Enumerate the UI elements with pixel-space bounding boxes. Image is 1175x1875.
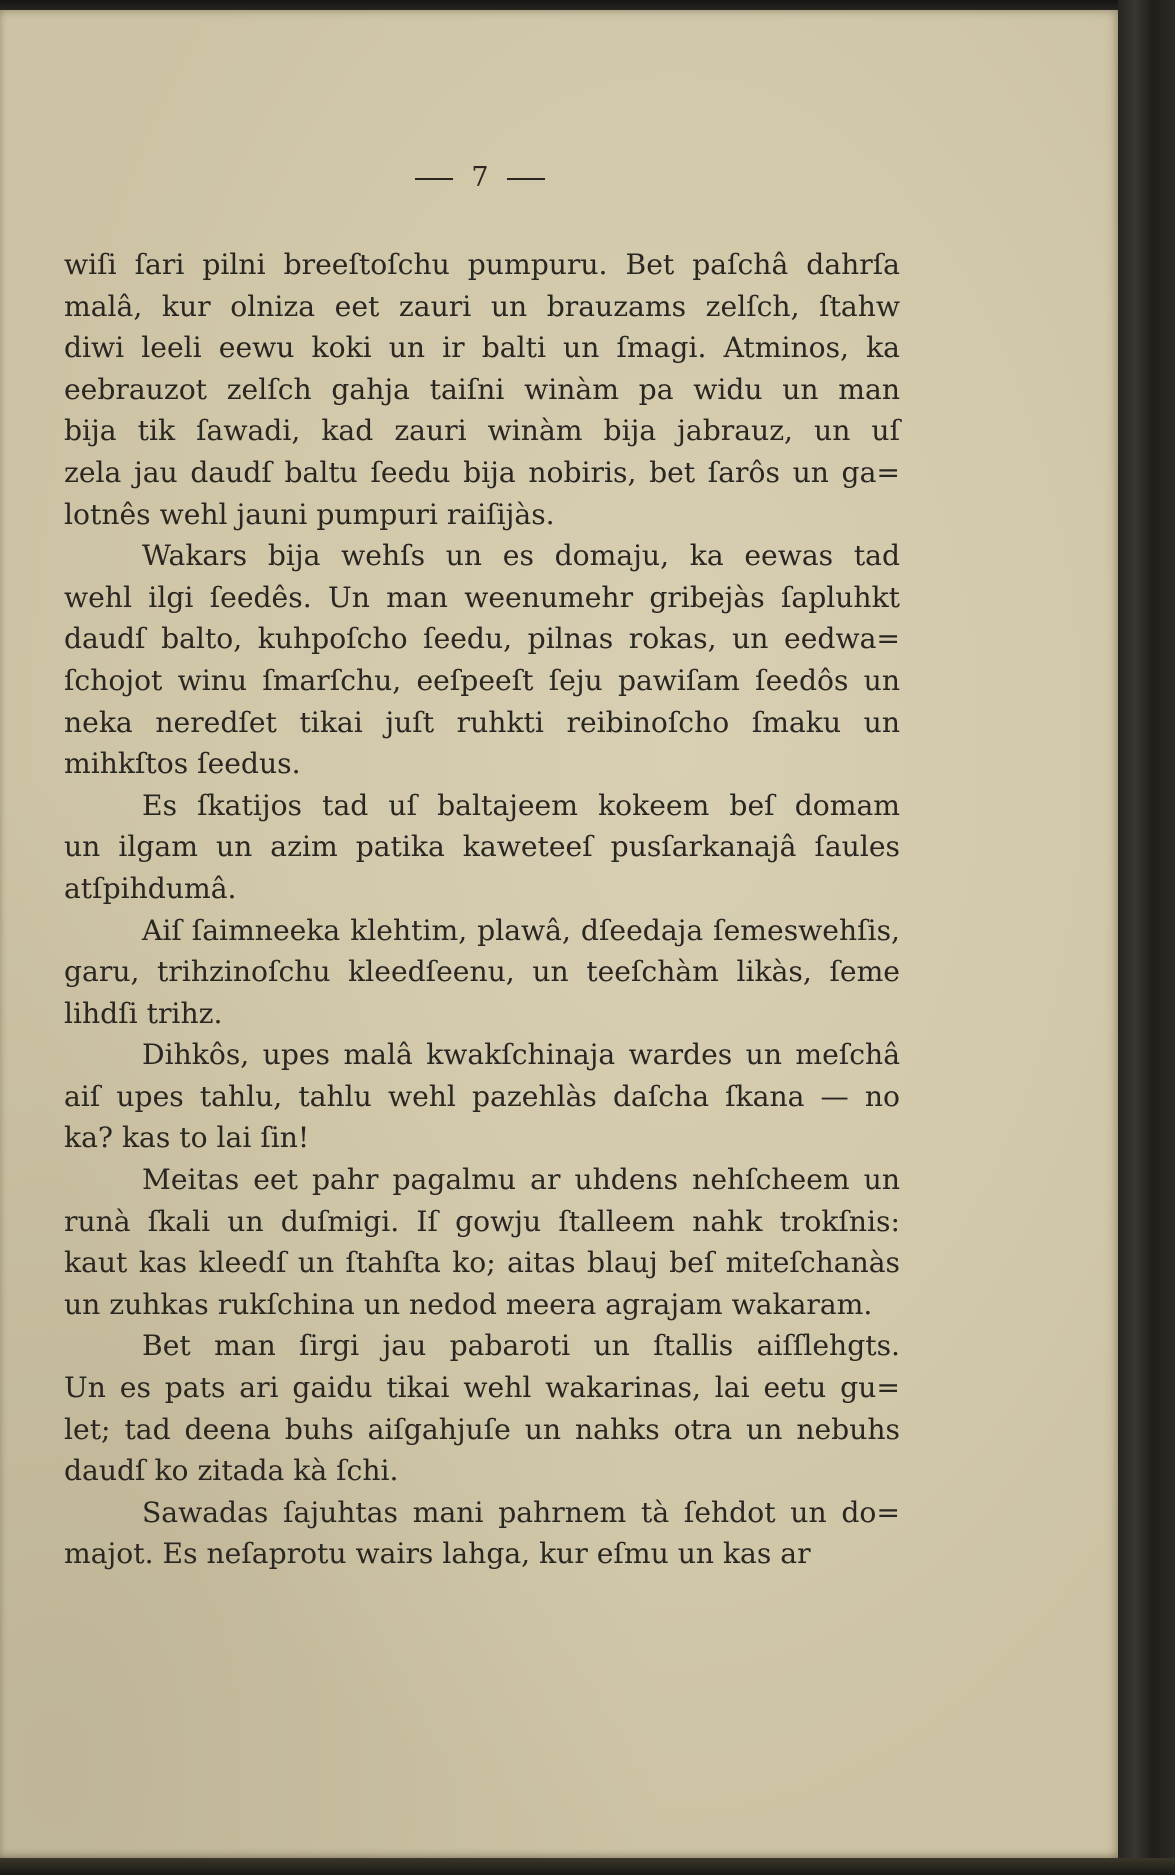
text-line: Dihkôs, upes malâ kwakſchinaja wardes un meſchâ xyxy=(142,1038,900,1072)
text-line: bija tik ſawadi, kad zauri winàm bija jabrauz, un uſ xyxy=(64,414,900,448)
text-line: wehl ilgi ſeedês. Un man weenumehr gribejàs ſapluhkt xyxy=(64,580,900,614)
paragraph xyxy=(64,1325,900,1491)
text-line: eebrauzot zelſch gahja taiſni winàm pa widu un man xyxy=(64,372,900,406)
paragraph xyxy=(64,244,900,535)
body-text xyxy=(64,244,900,1575)
paragraph xyxy=(64,910,900,1035)
text-line: Meitas eet pahr pagalmu ar uhdens nehſcheem un xyxy=(142,1163,900,1197)
text-line: Sawadas ſajuhtas mani pahrnem tà ſehdot un do= xyxy=(142,1495,900,1529)
page-number-dash-left xyxy=(415,178,453,180)
text-line: zela jau daudſ baltu ſeedu bija nobiris, bet ſarôs un ga= xyxy=(64,455,900,489)
page-number xyxy=(380,162,580,193)
text-line: wiſi ſari pilni breeſtoſchu pumpuru. Bet paſchâ dahrſa xyxy=(64,248,900,281)
scan-bottom-edge xyxy=(0,1858,1175,1875)
text-line: neka neredſet tikai juſt ruhkti reibinoſcho ſmaku un xyxy=(64,705,900,739)
text-line: Es ſkatijos tad uſ baltajeem kokeem beſ domam xyxy=(142,788,900,822)
text-line: kaut kas kleedſ un ſtahſta ko; aitas blauj beſ miteſchanàs xyxy=(64,1246,900,1280)
text-line: diwi leeli eewu koki un ir balti un ſmagi. Atminos, ka xyxy=(64,331,900,365)
paragraph xyxy=(64,1159,900,1325)
text-line: mihkſtos ſeedus. xyxy=(64,747,301,781)
text-line: un zuhkas rukſchina un nedod meera agrajam wakaram. xyxy=(64,1287,873,1321)
text-line: atſpihdumâ. xyxy=(64,871,237,905)
paragraph xyxy=(64,1492,900,1575)
text-line: lotnês wehl jauni pumpuri raiſijàs. xyxy=(64,497,555,531)
page-number-dash-right xyxy=(507,178,545,180)
text-line: Aiſ ſaimneeka klehtim, plawâ, dſeedaja ſemeswehſis, xyxy=(142,913,900,947)
text-line: daudſ balto, kuhpoſcho ſeedu, pilnas rokas, un eedwa= xyxy=(64,622,900,656)
text-line: daudſ ko zitada kà ſchi. xyxy=(64,1454,399,1488)
text-line: lihdſi trihz. xyxy=(64,996,223,1030)
page-number-value: 7 xyxy=(471,162,489,193)
paragraph xyxy=(64,1034,900,1159)
text-line: Bet man ſirgi jau pabaroti un ſtallis aiſſlehgts. xyxy=(142,1329,900,1363)
paragraph xyxy=(64,785,900,910)
text-line: ka? kas to lai ſin! xyxy=(64,1121,310,1155)
book-page xyxy=(0,10,1122,1860)
text-line: runà ſkali un duſmigi. Iſ gowju ſtalleem nahk trokſnis: xyxy=(64,1204,900,1238)
text-line: Un es pats ari gaidu tikai wehl wakarinas, lai eetu gu= xyxy=(64,1371,900,1405)
text-line: ſchojot winu ſmarſchu, eeſpeeſt ſeju pawiſam ſeedôs un xyxy=(64,663,900,697)
text-line: let; tad deena buhs aiſgahjuſe un nahks otra un nebuhs xyxy=(64,1412,900,1446)
text-line: un ilgam un azim patika kaweteeſ pusſarkanajâ ſaules xyxy=(64,830,900,864)
text-line: majot. Es neſaprotu wairs lahga, kur eſmu un kas ar xyxy=(64,1537,811,1571)
text-line: malâ, kur olniza eet zauri un brauzams zelſch, ſtahw xyxy=(64,289,900,323)
book-cover-edge xyxy=(1118,0,1175,1875)
text-line: Wakars bija wehſs un es domaju, ka eewas tad xyxy=(142,539,900,573)
text-line: garu, trihzinoſchu kleedſeenu, un teeſchàm likàs, ſeme xyxy=(64,955,900,989)
text-line: aiſ upes tahlu, tahlu wehl pazehlàs daſcha ſkana — no xyxy=(64,1079,900,1113)
paragraph xyxy=(64,535,900,785)
